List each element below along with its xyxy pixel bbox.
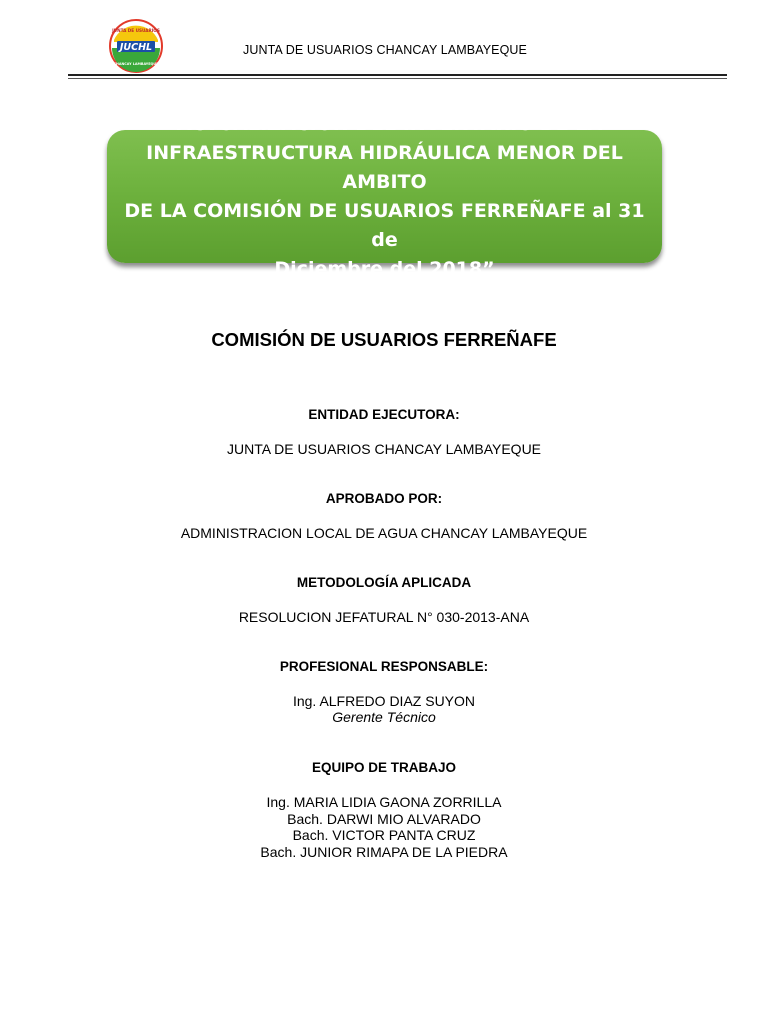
logo-main-text: JUCHL: [119, 42, 153, 53]
team-member: Ing. MARIA LIDIA GAONA ZORRILLA: [266, 794, 502, 810]
profesional-role: Gerente Técnico: [332, 709, 436, 725]
logo-top-text: JUNTA DE USUARIOS: [112, 28, 160, 33]
banner-title: [120, 110, 650, 284]
profesional-name: Ing. ALFREDO DIAZ SUYON: [292, 693, 476, 709]
header-rule-thin: [68, 78, 727, 79]
entidad-value: JUNTA DE USUARIOS CHANCAY LAMBAYEQUE: [226, 441, 542, 457]
equipo-list: [0, 794, 768, 860]
team-member: Bach. VICTOR PANTA CRUZ: [292, 827, 476, 843]
entidad-label: ENTIDAD EJECUTORA:: [308, 407, 460, 422]
commission-title: COMISIÓN DE USUARIOS FERREÑAFE: [211, 329, 557, 350]
header-title: JUNTA DE USUARIOS CHANCAY LAMBAYEQUE: [243, 43, 527, 57]
profesional-value-block: [0, 693, 768, 725]
aprobado-section: [0, 491, 768, 506]
equipo-section: [0, 760, 768, 775]
metodologia-value-block: [0, 609, 768, 625]
team-member: Bach. JUNIOR RIMAPA DE LA PIEDRA: [260, 843, 508, 860]
aprobado-value-block: [0, 525, 768, 541]
metodologia-value: RESOLUCION JEFATURAL N° 030-2013-ANA: [238, 609, 530, 625]
metodologia-label: METODOLOGÍA APLICADA: [296, 575, 472, 590]
entidad-section: [0, 407, 768, 422]
title-banner: [107, 112, 662, 280]
aprobado-value: ADMINISTRACION LOCAL DE AGUA CHANCAY LAMBAYEQUE: [180, 525, 588, 541]
equipo-label: EQUIPO DE TRABAJO: [311, 760, 457, 775]
banner-line-1: “ACTUALIZACIÓN DEL INVENTARIO DE LA: [166, 112, 603, 135]
team-member: Bach. DARWI MIO ALVARADO: [287, 810, 481, 827]
metodologia-section: [0, 575, 768, 590]
profesional-section: [0, 659, 768, 674]
aprobado-label: APROBADO POR:: [325, 491, 443, 506]
entidad-value-block: [0, 441, 768, 457]
juchl-logo: [106, 18, 166, 74]
banner-line-2: INFRAESTRUCTURA HIDRÁULICA MENOR DEL AMBITO: [146, 141, 623, 193]
header-rule: [68, 74, 727, 76]
logo-bottom-text: CHANCAY LAMBAYEQUE: [113, 62, 159, 66]
profesional-label: PROFESIONAL RESPONSABLE:: [279, 659, 489, 674]
banner-line-4: Diciembre del 2018”: [274, 257, 495, 280]
banner-line-3: DE LA COMISIÓN DE USUARIOS FERREÑAFE al 31 de: [124, 199, 645, 251]
